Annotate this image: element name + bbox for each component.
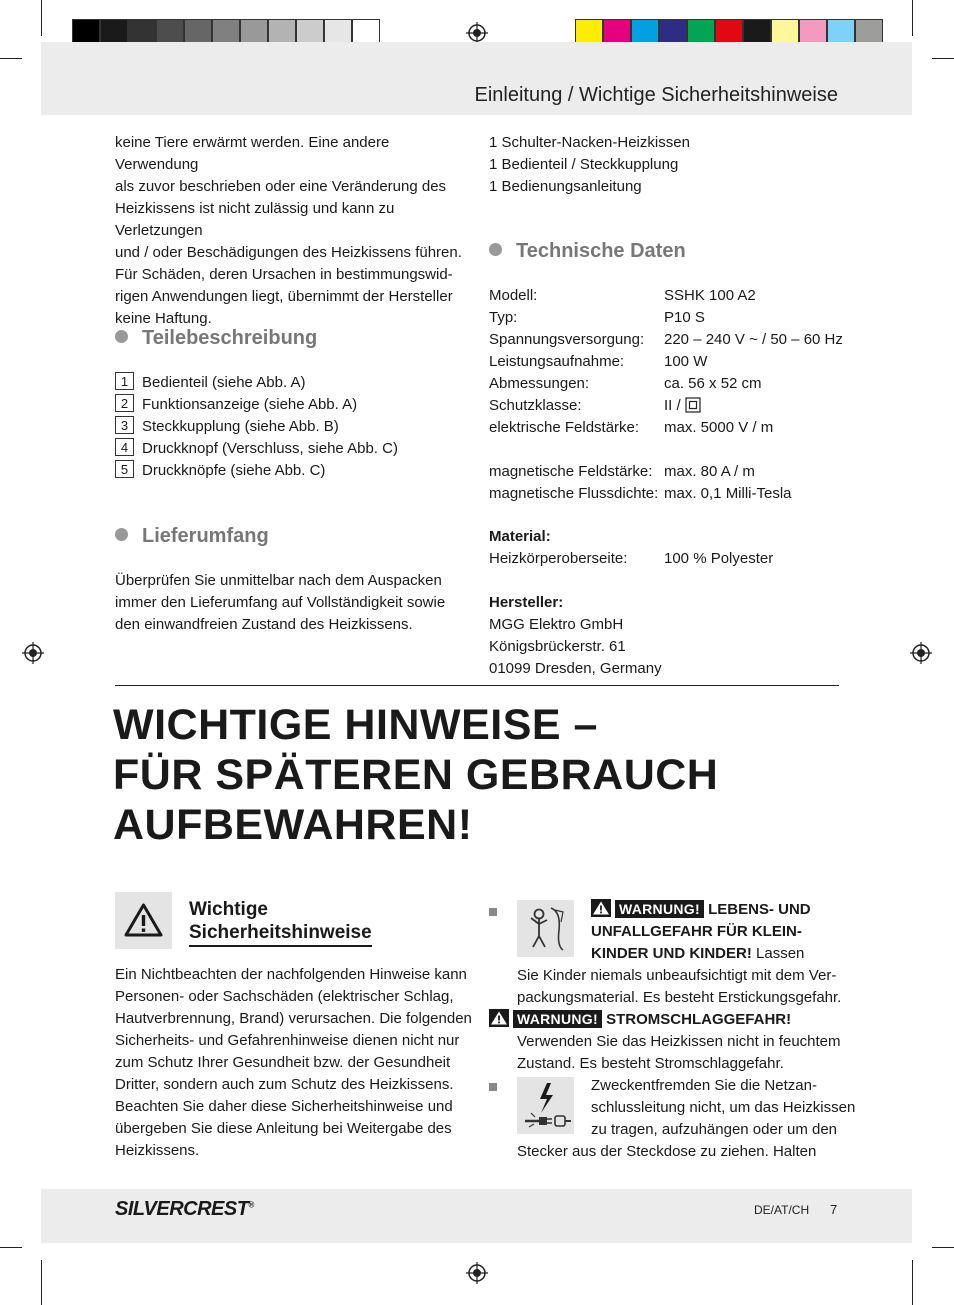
table-row	[489, 461, 839, 483]
address-line: MGG Elektro GmbH	[489, 616, 624, 633]
heading-text: Lieferumfang	[142, 525, 269, 547]
title-line: WICHTIGE HINWEISE –	[113, 701, 598, 749]
part-text: Steckkupplung (siehe Abb. B)	[142, 418, 339, 435]
warning-triangle-icon	[115, 892, 172, 949]
crop-mark	[0, 58, 22, 59]
text-line: Zustand. Es besteht Stromschlaggefahr.	[517, 1055, 784, 1072]
square-bullet-icon	[489, 1083, 497, 1091]
address-line: 01099 Dresden, Germany	[489, 660, 662, 677]
text-line: rigen Anwendungen liegt, übernimmt der Hersteller	[115, 288, 453, 305]
spec-label: Abmessungen:	[489, 375, 590, 392]
parts-list	[115, 372, 475, 482]
warning-title: STROMSCHLAGGEFAHR!	[606, 1011, 792, 1028]
brand-logo	[115, 1198, 254, 1221]
electric-cord-icon	[517, 1077, 574, 1134]
scope-heading	[115, 524, 269, 548]
text-line: keine Haftung.	[115, 310, 212, 327]
square-bullet-icon	[489, 908, 497, 916]
table-row	[489, 483, 839, 505]
protection-class-ii-icon	[685, 397, 701, 413]
warning-triangle-icon-box	[115, 892, 172, 949]
spec-value	[664, 439, 839, 461]
text-line: als zuvor beschrieben oder eine Veränderung des	[115, 178, 447, 195]
spec-label: Schutzklasse:	[489, 397, 582, 414]
spec-value: 100 W	[664, 353, 708, 370]
address-line: Königsbrückerstr. 61	[489, 638, 626, 655]
crop-mark	[0, 1247, 22, 1248]
section-divider	[115, 685, 839, 686]
child-warning-icon-box	[517, 900, 574, 957]
list-item: 1 Bedienteil / Steckkupplung	[489, 156, 679, 173]
list-item	[115, 394, 475, 416]
warning-electric-text	[517, 1031, 842, 1075]
text-line: Sie Kinder niemals unbeaufsichtigt mit dem Ver-	[517, 967, 837, 984]
spec-label: Modell:	[489, 287, 538, 304]
list-item	[115, 372, 475, 394]
crop-mark	[41, 1260, 42, 1305]
list-item: 1 Bedienungsanleitung	[489, 178, 642, 195]
part-number: 4	[115, 438, 134, 456]
text-line: Beachten Sie daher diese Sicherheitshinweise und	[115, 1098, 453, 1115]
child-danger-icon	[517, 900, 574, 957]
table-row	[489, 351, 839, 373]
spec-value: 100 % Polyester	[664, 550, 774, 567]
text-line: Heizkissens.	[115, 1142, 200, 1159]
heading-line: Wichtige	[189, 899, 268, 920]
spec-value: ca. 56 x 52 cm	[664, 375, 762, 392]
spec-value-text: II /	[664, 397, 681, 414]
text-line: zum Schutz Ihrer Gesundheit bzw. der Gesundheit	[115, 1054, 451, 1071]
crop-mark	[912, 1260, 913, 1305]
part-text: Druckknöpfe (siehe Abb. C)	[142, 462, 326, 479]
language-code: DE/AT/CH	[754, 1203, 810, 1217]
spec-value: P10 S	[664, 309, 705, 326]
table-row	[489, 329, 843, 351]
part-text: Druckknopf (Verschluss, siehe Abb. C)	[142, 440, 398, 457]
text-line: und / oder Beschädigungen des Heizkissens führen.	[115, 244, 462, 261]
spec-label: magnetische Feldstärke:	[489, 463, 653, 480]
text-line: Überprüfen Sie unmittelbar nach dem Auspacken	[115, 572, 442, 589]
list-item: 1 Schulter-Nacken-Heizkissen	[489, 134, 690, 151]
brand-name: SILVERCREST	[115, 1198, 249, 1220]
bullet-icon	[115, 330, 128, 343]
part-number: 5	[115, 460, 134, 478]
page-number: 7	[830, 1202, 838, 1217]
spec-label: magnetische Flussdichte:	[489, 485, 659, 502]
text-line: übergeben Sie diese Anleitung bei Weitergabe des	[115, 1120, 452, 1137]
warning-label: WARNUNG!	[513, 1010, 602, 1028]
warning-triangle-icon	[591, 899, 611, 917]
spec-label: Leistungsaufnahme:	[489, 353, 625, 370]
list-item	[115, 416, 475, 438]
bullet-icon	[489, 243, 502, 256]
material-table	[489, 548, 839, 570]
warning-line	[591, 943, 841, 965]
spec-value	[664, 395, 839, 417]
crop-mark	[41, 0, 42, 36]
text-line: immer den Lieferumfang auf Vollständigkeit sowie	[115, 594, 446, 611]
title-line: FÜR SPÄTEREN GEBRAUCH	[113, 751, 719, 799]
part-number: 3	[115, 416, 134, 434]
material-heading: Material:	[489, 528, 551, 545]
warning-title: KINDER UND KINDER!	[591, 945, 752, 962]
list-item	[115, 460, 475, 482]
spec-label	[489, 439, 664, 461]
table-row	[489, 439, 839, 461]
title-line: AUFBEWAHREN!	[113, 801, 473, 849]
registered-mark: ®	[248, 1200, 254, 1210]
text-line: den einwandfreien Zustand des Heizkissens.	[115, 616, 413, 633]
part-number: 2	[115, 394, 134, 412]
table-row	[489, 373, 839, 395]
warning-title: UNFALLGEFAHR FÜR KLEIN-	[591, 923, 802, 940]
spec-value: max. 0,1 Milli-Tesla	[664, 485, 792, 502]
table-row	[489, 395, 839, 417]
warning-label: WARNUNG!	[615, 900, 704, 918]
text-line: Verwenden Sie das Heizkissen nicht in feuchtem	[517, 1033, 841, 1050]
heading-text: Technische Daten	[516, 240, 686, 262]
text-line: packungsmaterial. Es besteht Erstickungsgefahr.	[517, 989, 842, 1006]
text-line: schlussleitung nicht, um das Heizkissen	[591, 1099, 856, 1116]
intro-paragraph	[115, 132, 475, 330]
registration-mark-icon	[910, 642, 932, 664]
page-header-title: Einleitung / Wichtige Sicherheitshinweise	[474, 84, 838, 106]
crop-mark	[932, 58, 954, 59]
warning-triangle-icon	[489, 1009, 509, 1027]
crop-mark	[932, 1247, 954, 1248]
manufacturer-address	[489, 614, 839, 680]
text-line: Personen- oder Sachschäden (elektrischer Schlag,	[115, 988, 454, 1005]
warning-children-block	[591, 899, 841, 965]
table-row	[489, 285, 839, 307]
manufacturer-heading: Hersteller:	[489, 594, 564, 611]
spec-label: elektrische Feldstärke:	[489, 419, 640, 436]
scope-paragraph	[115, 570, 475, 636]
cord-warning-text	[591, 1075, 856, 1141]
text-line: Hautverbrennung, Brand) verursachen. Die folgenden	[115, 1010, 472, 1027]
spec-label: Typ:	[489, 309, 518, 326]
warning-children-text	[517, 965, 842, 1009]
text-line: Ein Nichtbeachten der nachfolgenden Hinweise kann	[115, 966, 467, 983]
spec-table	[489, 285, 843, 505]
registration-mark-icon	[466, 1262, 488, 1284]
bullet-icon	[115, 528, 128, 541]
spec-label: Spannungsversorgung:	[489, 331, 645, 348]
cord-warning-text-continued: Stecker aus der Steckdose zu ziehen. Halten	[517, 1143, 817, 1160]
text-line: Heizkissens ist nicht zulässig und kann zu Verletzungen	[115, 200, 395, 239]
text-line: zu tragen, aufzuhängen oder um den	[591, 1121, 838, 1138]
table-row	[489, 417, 839, 439]
text-line: Zweckentfremden Sie die Netzan-	[591, 1077, 817, 1094]
registration-mark-icon	[466, 22, 488, 44]
text-line: Für Schäden, deren Ursachen in bestimmungswid-	[115, 266, 453, 283]
important-notice-title	[113, 700, 718, 850]
table-row	[489, 548, 839, 570]
parts-heading	[115, 326, 317, 350]
cord-warning-icon-box	[517, 1077, 574, 1134]
scope-items-list	[489, 132, 839, 198]
spec-value: max. 80 A / m	[664, 463, 755, 480]
registration-mark-icon	[22, 642, 44, 664]
spec-value: max. 5000 V / m	[664, 419, 774, 436]
part-text: Funktionsanzeige (siehe Abb. A)	[142, 396, 358, 413]
warning-title: LEBENS- UND	[708, 901, 811, 918]
heading-text: Teilebeschreibung	[142, 327, 318, 349]
text-line: keine Tiere erwärmt werden. Eine andere Verwendung	[115, 134, 390, 173]
text-line: Sicherheits- und Gefahrenhinweise dienen nicht nur	[115, 1032, 460, 1049]
part-number: 1	[115, 372, 134, 390]
list-item	[115, 438, 475, 460]
tech-data-heading	[489, 239, 686, 263]
text-line: Dritter, sondern auch zum Schutz des Heizkissens.	[115, 1076, 454, 1093]
crop-mark	[912, 0, 913, 36]
safety-intro-paragraph	[115, 964, 475, 1162]
heading-line: Sicherheitshinweise	[189, 921, 372, 947]
spec-value: SSHK 100 A2	[664, 287, 756, 304]
safety-heading	[189, 898, 372, 947]
warning-text: Lassen	[756, 945, 805, 962]
spec-value: 220 – 240 V ~ / 50 – 60 Hz	[664, 331, 843, 348]
spec-label: Heizkörperoberseite:	[489, 550, 628, 567]
warning-electric-line	[489, 1009, 841, 1031]
part-text: Bedienteil (siehe Abb. A)	[142, 374, 306, 391]
table-row	[489, 307, 839, 329]
warning-line	[591, 899, 841, 921]
